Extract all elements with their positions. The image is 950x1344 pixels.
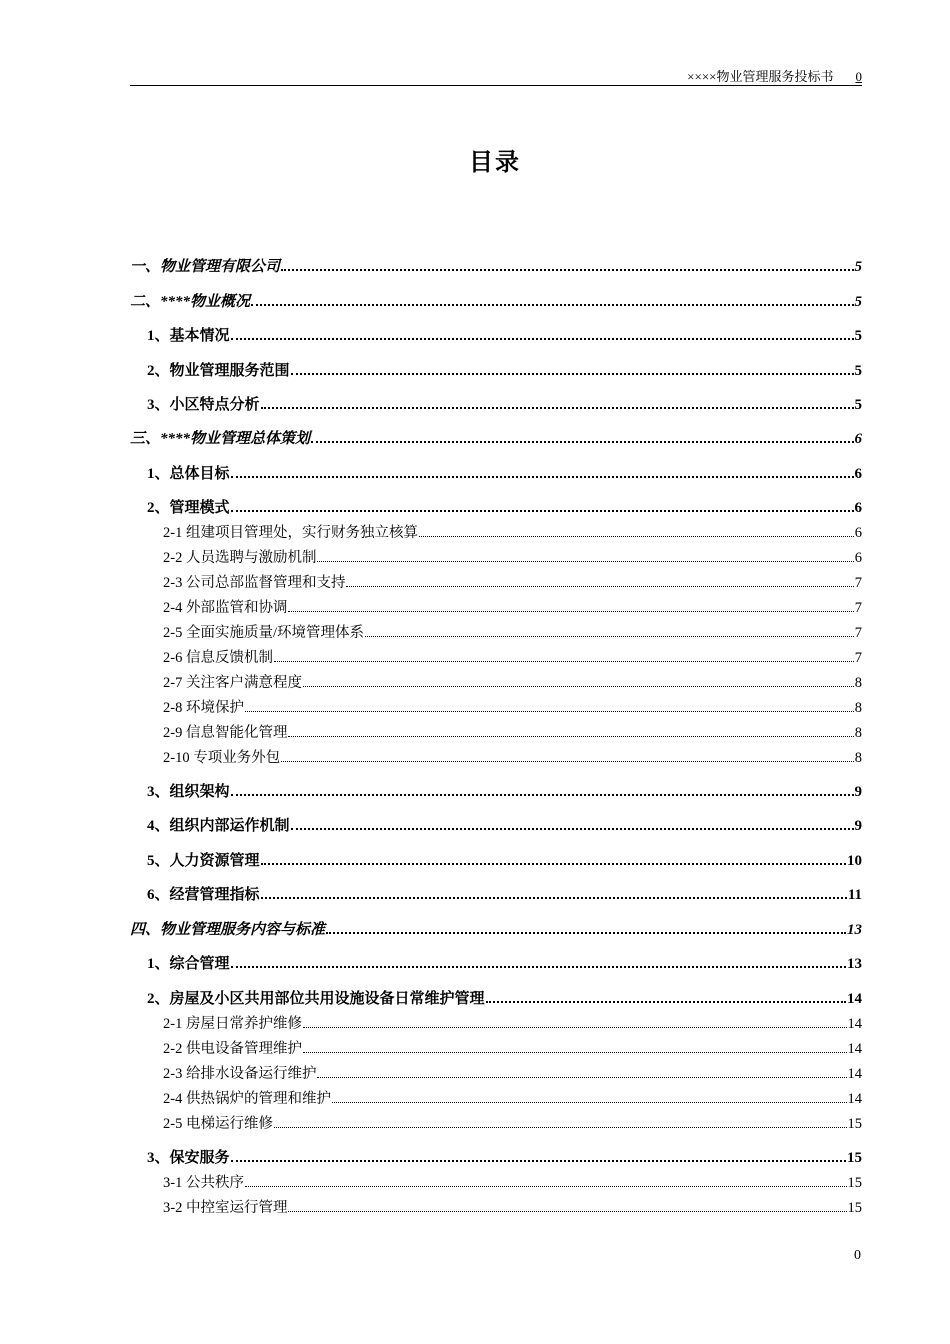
toc-entry-page: 8 xyxy=(854,725,862,741)
toc-entry[interactable] xyxy=(163,1172,862,1192)
toc-entry-text: 3-2 中控室运行管理 xyxy=(163,1200,288,1216)
toc-entry[interactable] xyxy=(147,325,862,345)
toc-entry-page: 5 xyxy=(854,259,862,275)
toc-leader-dots xyxy=(251,304,853,306)
toc-entry[interactable] xyxy=(163,522,862,542)
toc-title: 目录 xyxy=(469,148,521,176)
toc-entry[interactable] xyxy=(147,1147,862,1167)
toc-entry-page: 8 xyxy=(854,750,862,766)
toc-leader-dots xyxy=(486,1001,846,1003)
toc-leader-dots xyxy=(261,897,847,899)
toc-entry-text: 2-1 组建项目管理处，实行财务独立核算 xyxy=(163,525,418,541)
toc-entry-text: 2-4 供热锅炉的管理和维护 xyxy=(163,1091,331,1107)
toc-entry-page: 6 xyxy=(854,525,862,541)
toc-entry-text: 2-5 电梯运行维修 xyxy=(163,1116,273,1132)
toc-entry-text: 2、物业管理服务范围 xyxy=(147,363,290,379)
toc-entry[interactable] xyxy=(163,747,862,767)
toc-entry-text: 2-9 信息智能化管理 xyxy=(163,725,288,741)
toc-entry-text: 5、人力资源管理 xyxy=(147,853,260,869)
toc-entry[interactable] xyxy=(163,672,862,692)
toc-leader-dots xyxy=(281,761,854,762)
toc-leader-dots xyxy=(288,611,853,612)
toc-entry-page: 7 xyxy=(854,575,862,591)
toc-entry-text: 2-3 公司总部监督管理和支持 xyxy=(163,575,346,591)
toc-entry[interactable] xyxy=(147,463,862,483)
toc-entry-text: 二、****物业概况 xyxy=(130,294,251,310)
toc-leader-dots xyxy=(231,510,854,512)
toc-leader-dots xyxy=(231,966,846,968)
toc-entry[interactable] xyxy=(147,953,862,973)
toc-entry[interactable] xyxy=(130,428,862,448)
toc-leader-dots xyxy=(291,373,854,375)
toc-entry-page: 13 xyxy=(847,956,862,972)
toc-entry[interactable] xyxy=(163,1038,862,1058)
toc-entry-text: 2-10 专项业务外包 xyxy=(163,750,281,766)
toc-entry-page: 7 xyxy=(854,625,862,641)
toc-leader-dots xyxy=(281,269,853,271)
toc-entry-page: 14 xyxy=(847,1016,862,1032)
toc-leader-dots xyxy=(245,1186,847,1187)
toc-entry-text: 1、综合管理 xyxy=(147,956,230,972)
toc-entry[interactable] xyxy=(163,572,862,592)
toc-entry-text: 2-2 人员选聘与激励机制 xyxy=(163,550,317,566)
toc-leader-dots xyxy=(231,794,854,796)
toc-entry-text: 一、物业管理有限公司 xyxy=(130,259,281,275)
toc-leader-dots xyxy=(231,1160,846,1162)
toc-entry[interactable] xyxy=(147,850,862,870)
toc-leader-dots xyxy=(274,661,854,662)
toc-leader-dots xyxy=(274,1127,847,1128)
toc-leader-dots xyxy=(303,686,854,687)
toc-leader-dots xyxy=(332,1102,847,1103)
toc-entry[interactable] xyxy=(163,697,862,717)
toc-entry-text: 1、基本情况 xyxy=(147,328,230,344)
toc-entry[interactable] xyxy=(147,394,862,414)
toc-entry[interactable] xyxy=(147,360,862,380)
toc-leader-dots xyxy=(317,561,853,562)
toc-entry-page: 5 xyxy=(854,328,862,344)
toc-entry-page: 10 xyxy=(847,853,862,869)
toc-entry-text: 2、管理模式 xyxy=(147,500,230,516)
toc-entry-page: 14 xyxy=(847,1091,862,1107)
toc-leader-dots xyxy=(288,736,853,737)
toc-leader-dots xyxy=(346,586,853,587)
toc-entry-text: 2-5 全面实施质量/环境管理体系 xyxy=(163,625,364,641)
toc-entry[interactable] xyxy=(147,497,862,517)
page-header xyxy=(130,66,862,86)
toc-entry-page: 14 xyxy=(847,1041,862,1057)
toc-leader-dots xyxy=(288,1211,846,1212)
toc-entry[interactable] xyxy=(163,622,862,642)
toc-entry[interactable] xyxy=(163,547,862,567)
toc-entry[interactable] xyxy=(163,1197,862,1217)
toc-entry-text: 2-3 给排水设备运行维护 xyxy=(163,1066,317,1082)
toc-entry-text: 2-8 环境保护 xyxy=(163,700,244,716)
toc-entry-page: 15 xyxy=(847,1116,862,1132)
toc-entry-page: 8 xyxy=(854,675,862,691)
footer-page-number: 0 xyxy=(854,1248,861,1263)
toc-leader-dots xyxy=(303,1052,847,1053)
toc-leader-dots xyxy=(261,407,854,409)
toc-entry[interactable] xyxy=(163,1088,862,1108)
toc-entry-text: 三、****物业管理总体策划 xyxy=(130,431,311,447)
toc-entry-page: 11 xyxy=(847,887,862,903)
toc-entry-text: 3、小区特点分析 xyxy=(147,397,260,413)
toc-entry-text: 2-2 供电设备管理维护 xyxy=(163,1041,302,1057)
toc-leader-dots xyxy=(261,863,846,865)
toc-entry-text: 3-1 公共秩序 xyxy=(163,1175,244,1191)
toc-entry[interactable] xyxy=(163,1113,862,1133)
toc-entry-page: 14 xyxy=(847,991,862,1007)
toc-leader-dots xyxy=(317,1077,846,1078)
toc-leader-dots xyxy=(291,828,854,830)
toc-leader-dots xyxy=(231,338,854,340)
toc-leader-dots xyxy=(326,932,846,934)
toc-entry[interactable] xyxy=(147,781,862,801)
toc-leader-dots xyxy=(311,441,853,443)
toc-entry-text: 四、物业管理服务内容与标准 xyxy=(130,922,326,938)
toc-entry-page: 6 xyxy=(854,500,862,516)
toc-leader-dots xyxy=(365,636,854,637)
toc-entry-page: 7 xyxy=(854,600,862,616)
toc-entry[interactable] xyxy=(163,1063,862,1083)
toc-entry-page: 15 xyxy=(847,1175,862,1191)
toc-entry[interactable] xyxy=(147,815,862,835)
toc-entry-page: 7 xyxy=(854,650,862,666)
toc-entry[interactable] xyxy=(163,647,862,667)
toc-entry-text: 2-4 外部监管和协调 xyxy=(163,600,288,616)
toc-entry-text: 6、经营管理指标 xyxy=(147,887,260,903)
toc-entry-text: 4、组织内部运作机制 xyxy=(147,818,290,834)
toc-entry-page: 13 xyxy=(847,922,862,938)
toc-entry-page: 5 xyxy=(854,294,862,310)
toc-entry[interactable] xyxy=(163,1013,862,1033)
toc-entry[interactable] xyxy=(163,722,862,742)
toc-leader-dots xyxy=(303,1027,847,1028)
toc-entry-text: 2-1 房屋日常养护维修 xyxy=(163,1016,302,1032)
toc-entry-page: 9 xyxy=(854,784,862,800)
toc-entry-text: 1、总体目标 xyxy=(147,466,230,482)
toc-entry[interactable] xyxy=(147,988,862,1008)
toc-entry[interactable] xyxy=(130,919,862,939)
toc-entry-page: 15 xyxy=(847,1200,862,1216)
toc-entry-page: 8 xyxy=(854,700,862,716)
toc-entry-page: 6 xyxy=(854,431,862,447)
header-page-number: 0 xyxy=(855,69,862,84)
toc-entry-page: 5 xyxy=(854,363,862,379)
toc-entry[interactable] xyxy=(163,597,862,617)
document-title: ××××物业管理服务投标书 xyxy=(687,69,834,84)
toc-entry-text: 2、房屋及小区共用部位共用设施设备日常维护管理 xyxy=(147,991,485,1007)
toc-entry[interactable] xyxy=(147,884,862,904)
toc-entry-text: 3、组织架构 xyxy=(147,784,230,800)
toc-leader-dots xyxy=(245,711,854,712)
toc-entry-text: 2-7 关注客户满意程度 xyxy=(163,675,302,691)
toc-entry-page: 6 xyxy=(854,550,862,566)
toc-entry-page: 15 xyxy=(847,1150,862,1166)
toc-entry-page: 9 xyxy=(854,818,862,834)
toc-entry-page: 5 xyxy=(854,397,862,413)
toc-entry[interactable] xyxy=(130,291,862,311)
toc-leader-dots xyxy=(231,476,854,478)
toc-entry-page: 6 xyxy=(854,466,862,482)
toc-entry-text: 2-6 信息反馈机制 xyxy=(163,650,273,666)
toc-entry-page: 14 xyxy=(847,1066,862,1082)
toc-entry-text: 3、保安服务 xyxy=(147,1150,230,1166)
toc-leader-dots xyxy=(419,536,854,537)
toc-entry[interactable] xyxy=(130,256,862,276)
